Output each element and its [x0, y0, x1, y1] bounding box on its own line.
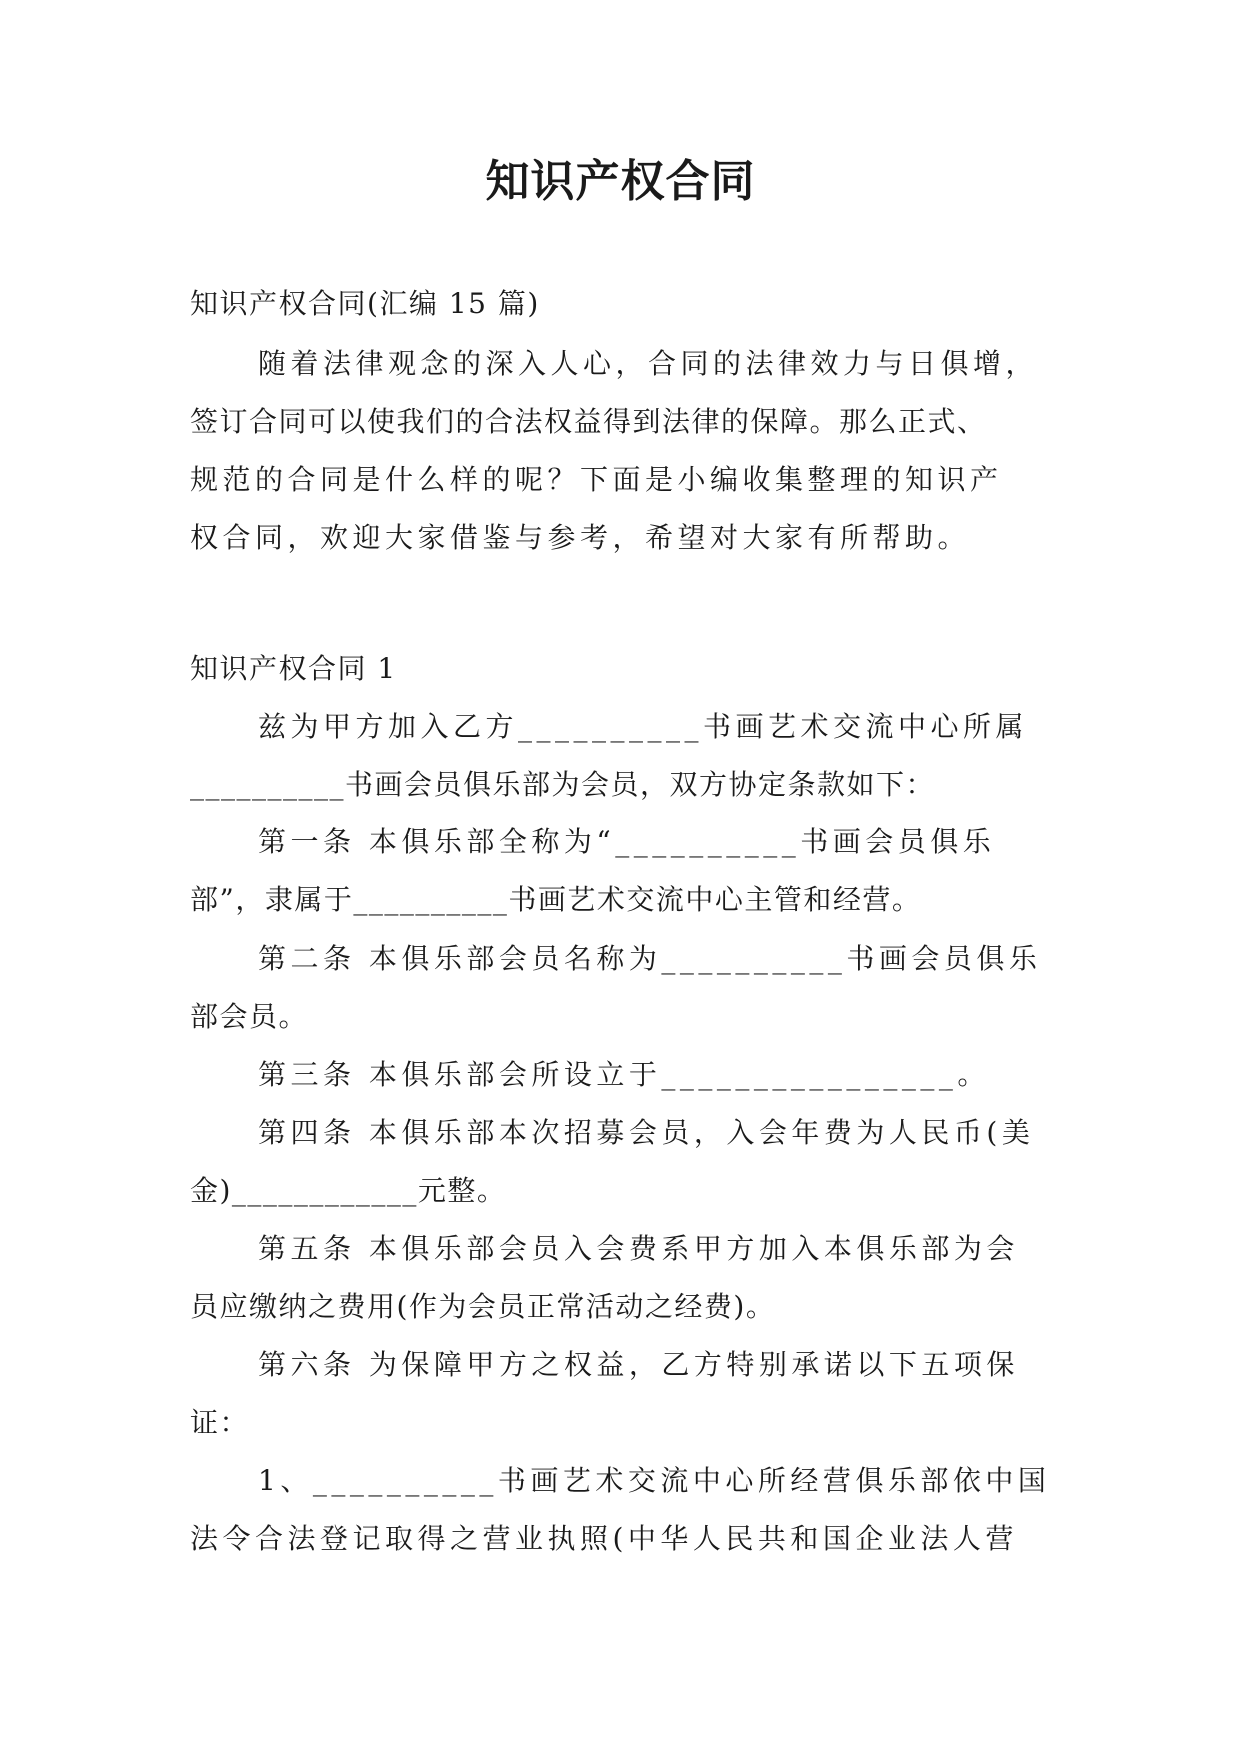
article-4-line-2: 金)____________元整。: [190, 1174, 507, 1207]
article-4-line-1: 第四条 本俱乐部本次招募会员，入会年费为人民币(美: [258, 1116, 1035, 1149]
article-1-line-1: 第一条 本俱乐部全称为“__________书画会员俱乐: [258, 825, 996, 858]
article-3-line: 第三条 本俱乐部会所设立于________________。: [258, 1058, 990, 1091]
intro-line-4: 权合同，欢迎大家借鉴与参考，希望对大家有所帮助。: [190, 521, 971, 554]
intro-line-2: 签订合同可以使我们的合法权益得到法律的保障。那么正式、: [190, 405, 987, 438]
document-title: 知识产权合同: [485, 156, 756, 207]
document-subtitle: 知识产权合同(汇编 15 篇): [190, 287, 540, 320]
guarantee-1-line-2: 法令合法登记取得之营业执照(中华人民共和国企业法人营: [190, 1522, 1018, 1555]
body-line-2: __________书画会员俱乐部为会员，双方协定条款如下：: [190, 768, 936, 801]
article-5-line-1: 第五条 本俱乐部会员入会费系甲方加入本俱乐部为会: [258, 1232, 1019, 1265]
article-5-line-2: 员应缴纳之费用(作为会员正常活动之经费)。: [190, 1290, 776, 1323]
article-6-line-2: 证：: [190, 1406, 250, 1439]
article-2-line-2: 部会员。: [190, 1000, 309, 1033]
intro-line-1: 随着法律观念的深入人心，合同的法律效力与日俱增，: [258, 347, 1039, 380]
body-line-1: 兹为甲方加入乙方__________书画艺术交流中心所属: [258, 710, 1029, 743]
guarantee-1-line-1: 1、__________书画艺术交流中心所经营俱乐部依中国: [258, 1464, 1051, 1497]
article-2-line-1: 第二条 本俱乐部会员名称为__________书画会员俱乐: [258, 942, 1042, 975]
intro-line-3: 规范的合同是什么样的呢？下面是小编收集整理的知识产: [190, 463, 1003, 496]
section-heading: 知识产权合同 1: [190, 652, 397, 685]
article-6-line-1: 第六条 为保障甲方之权益，乙方特别承诺以下五项保: [258, 1348, 1019, 1381]
article-1-line-2: 部”，隶属于__________书画艺术交流中心主管和经营。: [190, 883, 922, 916]
